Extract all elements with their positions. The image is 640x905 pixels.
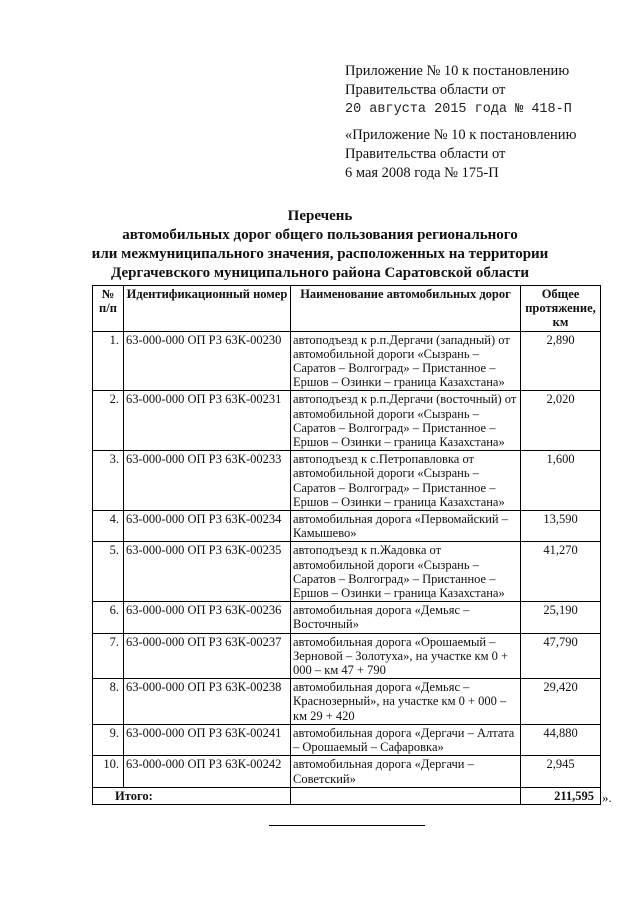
road-length: 2,945 [521, 756, 601, 787]
closing-quote: ». [602, 790, 612, 805]
row-number: 9. [93, 724, 124, 755]
row-number: 4. [93, 511, 124, 542]
row-number: 3. [93, 451, 124, 511]
table-row [93, 602, 601, 633]
total-row [93, 787, 601, 804]
table-header-row [93, 286, 601, 332]
table-row [93, 542, 601, 602]
title-line-2: автомобильных дорог общего пользования регионального [122, 227, 518, 243]
row-number: 1. [93, 331, 124, 391]
road-name: автомобильная дорога «Первомайский – Камышево» [291, 511, 521, 542]
table-row [93, 331, 601, 391]
amendment-line-1: Приложение № 10 к постановлению [345, 63, 570, 79]
table-row [93, 756, 601, 787]
road-id: 63-000-000 ОП РЗ 63К-00235 [124, 542, 291, 602]
header-num: № п/п [93, 286, 124, 332]
row-number: 10. [93, 756, 124, 787]
original-line-1: «Приложение № 10 к постановлению [345, 127, 577, 143]
road-length: 2,890 [521, 331, 601, 391]
road-length: 41,270 [521, 542, 601, 602]
road-id: 63-000-000 ОП РЗ 63К-00231 [124, 391, 291, 451]
road-id: 63-000-000 ОП РЗ 63К-00242 [124, 756, 291, 787]
header-name: Наименование автомобильных дорог [291, 286, 521, 332]
road-id: 63-000-000 ОП РЗ 63К-00234 [124, 511, 291, 542]
road-length: 2,020 [521, 391, 601, 451]
road-length: 29,420 [521, 679, 601, 725]
amendment-line-2: Правительства области от [345, 82, 506, 98]
table-row [93, 451, 601, 511]
road-name: автомобильная дорога «Орошаемый – Зерновой – Золотуха», на участке км 0 + 000 – км 47 + 790 [291, 633, 521, 679]
title-line-3: или межмуниципального значения, расположенных на территории [91, 246, 549, 262]
row-number: 7. [93, 633, 124, 679]
total-label: Итого: [93, 787, 291, 804]
road-id: 63-000-000 ОП РЗ 63К-00236 [124, 602, 291, 633]
row-number: 5. [93, 542, 124, 602]
original-line-2: Правительства области от [345, 146, 506, 162]
road-length: 47,790 [521, 633, 601, 679]
road-length: 44,880 [521, 724, 601, 755]
original-line-3: 6 мая 2008 года № 175-П [345, 165, 499, 181]
road-name: автоподъезд к р.п.Дергачи (восточный) от автомобильной дороги «Сызрань – Саратов – Волгоград» – Пристанное – Ершов – Озинки – граница Казахстана» [291, 391, 521, 451]
row-number: 2. [93, 391, 124, 451]
separator-line [269, 825, 425, 826]
road-length: 25,190 [521, 602, 601, 633]
original-header [345, 126, 576, 183]
total-empty-cell [291, 787, 521, 804]
row-number: 6. [93, 602, 124, 633]
amendment-date-line: 20 августа 2015 года № 418-П [345, 102, 572, 117]
row-number: 8. [93, 679, 124, 725]
table-row [93, 679, 601, 725]
road-length: 1,600 [521, 451, 601, 511]
road-id: 63-000-000 ОП РЗ 63К-00241 [124, 724, 291, 755]
document-title [0, 207, 640, 283]
table-row [93, 511, 601, 542]
road-name: автоподъезд к п.Жадовка от автомобильной дороги «Сызрань – Саратов – Волгоград» – Пристанное – Ершов – Озинки – граница Казахстана» [291, 542, 521, 602]
table-row [93, 391, 601, 451]
road-id: 63-000-000 ОП РЗ 63К-00230 [124, 331, 291, 391]
road-name: автомобильная дорога «Дергачи – Советский» [291, 756, 521, 787]
title-line-4: Дергачевского муниципального района Саратовской области [110, 265, 530, 281]
header-id: Идентификационный номер [124, 286, 291, 332]
total-value: 211,595 [521, 787, 601, 804]
header-length: Общее протяжение, км [521, 286, 601, 332]
road-id: 63-000-000 ОП РЗ 63К-00238 [124, 679, 291, 725]
table-row [93, 633, 601, 679]
amendment-header [345, 62, 572, 119]
road-name: автомобильная дорога «Демьяс – Краснозерный», на участке км 0 + 000 – км 29 + 420 [291, 679, 521, 725]
road-name: автомобильная дорога «Дергачи – Алтата – Орошаемый – Сафаровка» [291, 724, 521, 755]
road-name: автомобильная дорога «Демьяс – Восточный» [291, 602, 521, 633]
title-line-1: Перечень [287, 208, 353, 224]
road-id: 63-000-000 ОП РЗ 63К-00233 [124, 451, 291, 511]
road-id: 63-000-000 ОП РЗ 63К-00237 [124, 633, 291, 679]
road-length: 13,590 [521, 511, 601, 542]
roads-table [92, 285, 601, 805]
table-body [93, 331, 601, 787]
road-name: автоподъезд к с.Петропавловка от автомобильной дороги «Сызрань – Саратов – Волгоград» – Пристанное – Ершов – Озинки – граница Казахстана» [291, 451, 521, 511]
table-row [93, 724, 601, 755]
road-name: автоподъезд к р.п.Дергачи (западный) от автомобильной дороги «Сызрань – Саратов – Волгоград» – Пристанное – Ершов – Озинки – граница Казахстана» [291, 331, 521, 391]
